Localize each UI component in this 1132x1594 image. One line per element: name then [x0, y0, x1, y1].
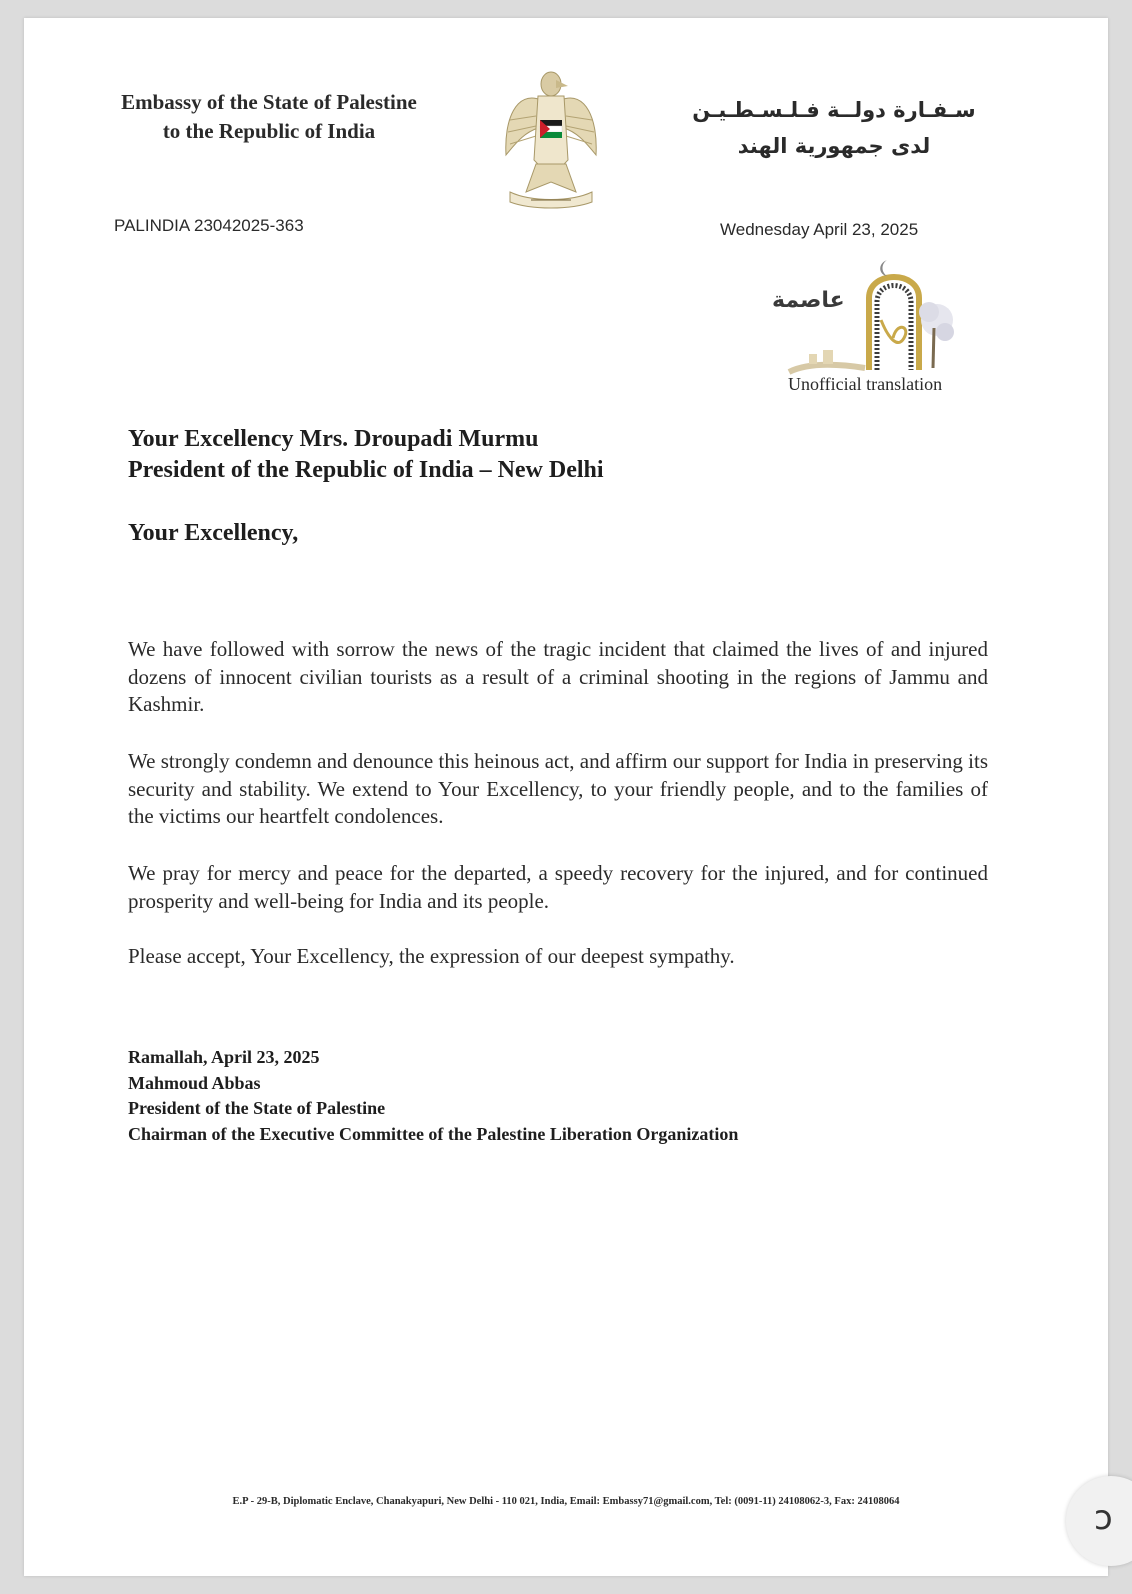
embassy-name-arabic [664, 92, 1004, 164]
quds-logo-text: عاصمة [772, 288, 845, 313]
body-paragraph-3: We pray for mercy and peace for the departed, a speedy recovery for the injured, and for continued prosperity and well-being for India and its people. [128, 861, 988, 913]
addressee-name: Your Excellency Mrs. Droupadi Murmu [128, 426, 539, 452]
salutation: Your Excellency, [128, 520, 299, 546]
embassy-name-line2: to the Republic of India [162, 119, 376, 143]
signature-block [128, 1045, 738, 1147]
signature-name: Mahmoud Abbas [128, 1072, 261, 1093]
reference-number: PALINDIA 23042025-363 [114, 216, 304, 235]
scroll-to-top-icon: ↄ [1094, 1498, 1113, 1538]
palestine-eagle-emblem-icon [496, 60, 606, 210]
translation-note: Unofficial translation [788, 374, 943, 394]
embassy-name-line1: Embassy of the State of Palestine [121, 90, 417, 114]
addressee [128, 424, 604, 486]
letter-page [24, 18, 1108, 1576]
body-paragraph-1: We have followed with sorrow the news of the tragic incident that claimed the lives of and injured dozens of innocent civilian tourists as a result of a criminal shooting in the regions of Jammu and Kashmir. [128, 637, 988, 716]
body-paragraph-2: We strongly condemn and denounce this heinous act, and affirm our support for India in preserving its security and stability. We extend to Your Excellency, to your friendly people, and to the families of the victims our heartfelt condolences. [128, 749, 988, 828]
body-paragraph-4: Please accept, Your Excellency, the expression of our deepest sympathy. [128, 944, 735, 968]
signature-title-1: President of the State of Palestine [128, 1098, 386, 1118]
jerusalem-capital-logo-icon [769, 250, 959, 380]
embassy-name-arabic-line1: سـفـارة دولــة فـلـسـطـيـن [692, 98, 976, 122]
addressee-title: President of the Republic of India – New Delhi [128, 457, 604, 483]
footer-address: E.P - 29-B, Diplomatic Enclave, Chanakyapuri, New Delhi - 110 021, India, Email: Embassy71@gmail.com, Tel: (0091-11) 24108062-3, Fax: 24108064 [232, 1496, 900, 1507]
letter-date: Wednesday April 23, 2025 [720, 220, 919, 239]
signature-title-2: Chairman of the Executive Committee of the Palestine Liberation Organization [128, 1123, 739, 1144]
signature-place-date: Ramallah, April 23, 2025 [128, 1047, 320, 1067]
embassy-name-arabic-line2: لدى جمهورية الهند [737, 134, 931, 158]
embassy-name-english [69, 88, 469, 146]
